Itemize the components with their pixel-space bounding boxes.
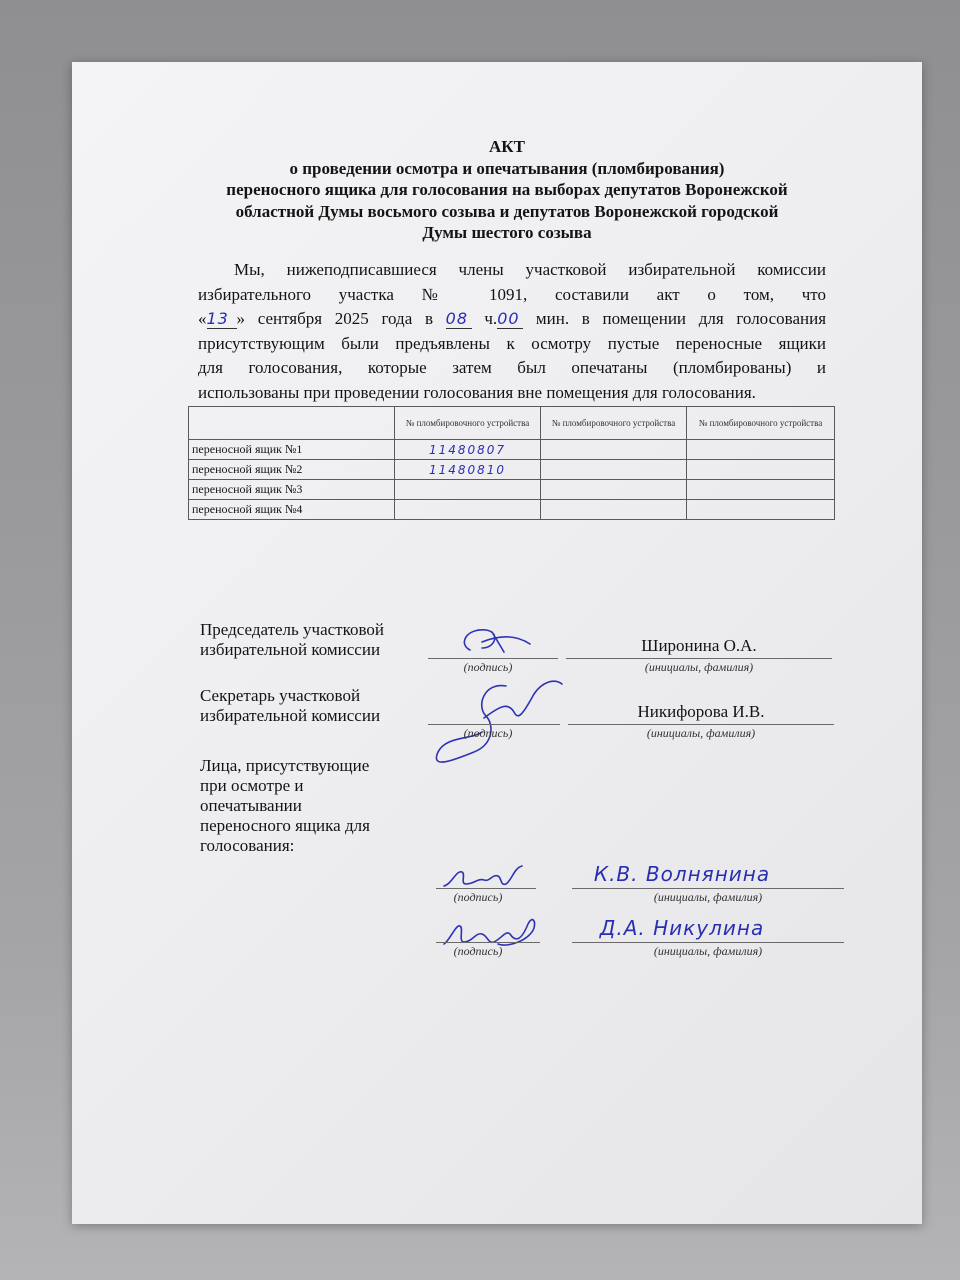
seal-table <box>188 406 835 520</box>
quote-open: « <box>198 309 207 328</box>
secretary-name: Никифорова И.В. <box>637 702 765 721</box>
document-title <box>162 136 852 244</box>
table-row <box>189 460 835 480</box>
paragraph-line-date <box>198 307 826 332</box>
handwritten-day: 13 <box>207 310 237 329</box>
name-line <box>572 942 844 943</box>
box-label: переносной ящик №4 <box>189 500 395 520</box>
role-line: избирательной комиссии <box>200 640 381 659</box>
handwritten-hour: 08 <box>446 310 472 329</box>
role-line: Секретарь участковой <box>200 686 361 705</box>
table-header-cell: № пломбировочного устройства <box>687 407 835 440</box>
seal-number <box>395 480 541 500</box>
seal-number <box>687 480 835 500</box>
seal-number <box>541 440 687 460</box>
name-line <box>568 724 834 725</box>
date-text: » сентября 2025 года в <box>236 309 433 328</box>
name-caption: (инициалы, фамилия) <box>653 944 763 958</box>
title-line: Думы шестого созыва <box>422 223 592 242</box>
hour-unit: ч. <box>484 309 498 328</box>
title-line: АКТ <box>489 137 525 156</box>
role-line: при осмотре и <box>200 776 304 795</box>
signature-line <box>436 942 540 943</box>
signature-caption: (подпись) <box>463 726 513 740</box>
role-line: Председатель участковой <box>200 620 385 639</box>
name-caption: (инициалы, фамилия) <box>644 660 754 674</box>
seal-number <box>687 460 835 480</box>
name-line <box>566 658 832 659</box>
signature-caption: (подпись) <box>463 660 513 674</box>
seal-number <box>541 500 687 520</box>
handwritten-minute: 00 <box>497 310 523 329</box>
role-line: Лица, присутствующие <box>200 756 370 775</box>
role-line: опечатывании <box>200 796 302 815</box>
seal-number <box>687 500 835 520</box>
table-row <box>189 480 835 500</box>
seal-number <box>687 440 835 460</box>
box-label: переносной ящик №2 <box>189 460 395 480</box>
seal-number: 11480807 <box>395 440 541 460</box>
title-line: о проведении осмотра и опечатывания (пломбирования) <box>289 158 725 178</box>
present-persons-role <box>200 756 370 856</box>
seal-number <box>395 500 541 520</box>
name-line <box>572 888 844 889</box>
table-header-cell: № пломбировочного устройства <box>541 407 687 440</box>
signature-line <box>428 724 560 725</box>
seal-number: 11480810 <box>395 460 541 480</box>
chair-role <box>200 620 384 660</box>
signature-caption: (подпись) <box>453 890 503 904</box>
role-line: избирательной комиссии <box>200 706 381 725</box>
minute-text: мин. в помещении для голосования <box>535 309 827 328</box>
name-caption: (инициалы, фамилия) <box>653 890 763 904</box>
box-label: переносной ящик №3 <box>189 480 395 500</box>
table-header-cell <box>189 407 395 440</box>
table-header-cell: № пломбировочного устройства <box>395 407 541 440</box>
signature-line <box>436 888 536 889</box>
role-line: голосования: <box>200 836 295 855</box>
signature-line <box>428 658 558 659</box>
title-line: областной Думы восьмого созыва и депутатов Воронежской городской <box>235 201 779 221</box>
table-row <box>189 500 835 520</box>
role-line: переносного ящика для <box>200 816 370 835</box>
table-header-row <box>189 407 835 440</box>
seal-number <box>541 480 687 500</box>
paragraph-line: использованы при проведении голосования вне помещения для голосования. <box>198 382 756 402</box>
table-row <box>189 440 835 460</box>
secretary-role <box>200 686 380 726</box>
title-line: переносного ящика для голосования на выборах депутатов Воронежской <box>226 180 788 199</box>
witness-2-name: Д.А. Никулина <box>599 916 765 940</box>
paragraph-line: присутствующим были предъявлены к осмотру пустые переносные ящики <box>198 333 826 353</box>
document-page <box>72 62 922 1224</box>
witness-1-name: К.В. Волнянина <box>593 862 771 886</box>
act-paragraph <box>198 258 826 405</box>
paragraph-line: Мы, нижеподписавшиеся члены участковой избирательной комиссии <box>234 260 826 279</box>
paragraph-line: для голосования, которые затем был опечатаны (пломбированы) и <box>198 358 826 377</box>
paragraph-line: избирательного участка № 1091, составили акт о том, что <box>198 284 826 304</box>
signature-caption: (подпись) <box>453 944 503 958</box>
name-caption: (инициалы, фамилия) <box>646 726 756 740</box>
box-label: переносной ящик №1 <box>189 440 395 460</box>
chair-signature <box>452 622 542 662</box>
chair-name: Широнина О.А. <box>641 636 757 655</box>
seal-number <box>541 460 687 480</box>
